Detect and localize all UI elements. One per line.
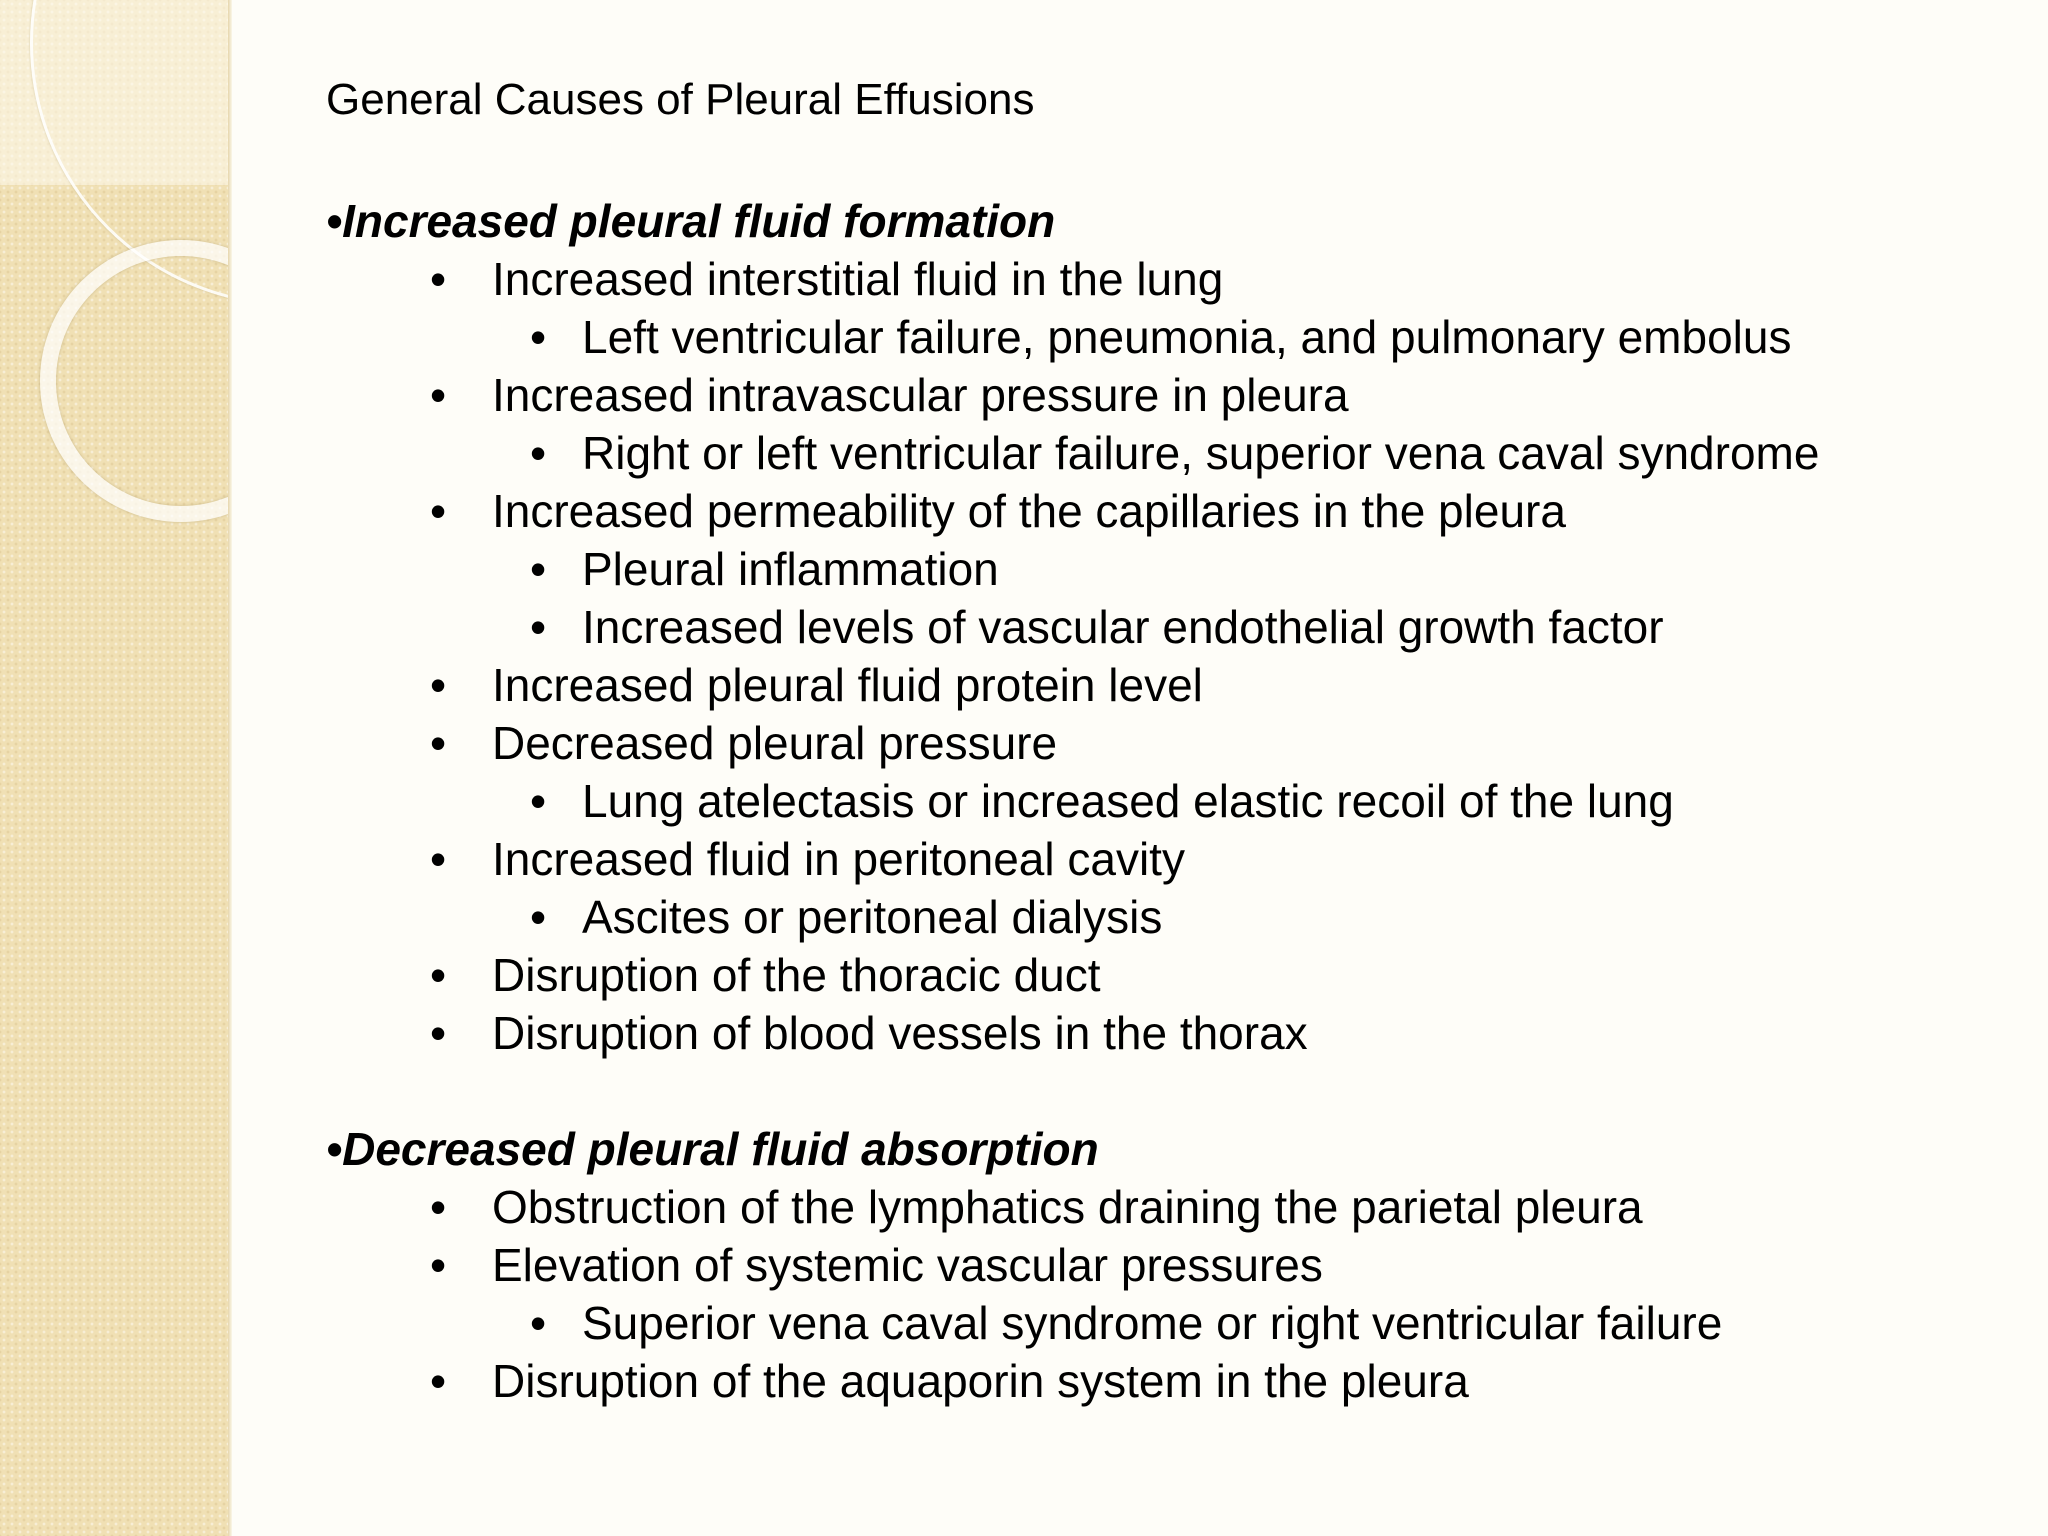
bullet-text: Right or left ventricular failure, superior vena caval syndrome: [582, 427, 1820, 479]
bullet-glyph: •: [430, 369, 447, 421]
slide-content: [326, 70, 2026, 1410]
bullet-text: Elevation of systemic vascular pressures: [492, 1239, 1323, 1291]
sub-bullet-item: [326, 1294, 2026, 1352]
bullet-item: [326, 946, 2026, 1004]
bullet-glyph: •: [430, 1007, 447, 1059]
bullet-item: [326, 1178, 2026, 1236]
decorative-rings: [0, 0, 228, 1536]
bullet-glyph: •: [430, 1181, 447, 1233]
section: [326, 192, 2026, 1062]
sub-bullet-item: [326, 540, 2026, 598]
bullet-glyph: •: [530, 775, 547, 827]
bullet-text: Increased interstitial fluid in the lung: [492, 253, 1224, 305]
bullet-glyph: •: [430, 949, 447, 1001]
bullet-glyph: •: [530, 427, 547, 479]
sub-bullet-item: [326, 424, 2026, 482]
bullet-glyph: •: [430, 1239, 447, 1291]
bullet-item: [326, 1352, 2026, 1410]
bullet-item: [326, 366, 2026, 424]
heading-bullet: •: [326, 195, 343, 247]
bullet-glyph: •: [530, 601, 547, 653]
bullet-item: [326, 1004, 2026, 1062]
slide-title: General Causes of Pleural Effusions: [326, 75, 1035, 124]
bullet-glyph: •: [430, 485, 447, 537]
bullet-text: Obstruction of the lymphatics draining the parietal pleura: [492, 1181, 1643, 1233]
bullet-text: Increased fluid in peritoneal cavity: [492, 833, 1185, 885]
large-ring-decoration: [30, 0, 228, 306]
bullet-item: [326, 714, 2026, 772]
bullet-sections: [326, 192, 2026, 1410]
bullet-glyph: •: [530, 311, 547, 363]
sub-bullet-item: [326, 772, 2026, 830]
bullet-item: [326, 250, 2026, 308]
bullet-glyph: •: [430, 1355, 447, 1407]
heading-text: Increased pleural fluid formation: [342, 195, 1056, 247]
bullet-glyph: •: [430, 253, 447, 305]
sub-bullet-item: [326, 888, 2026, 946]
bullet-text: Superior vena caval syndrome or right ventricular failure: [582, 1297, 1723, 1349]
bullet-text: Decreased pleural pressure: [492, 717, 1058, 769]
bullet-item: [326, 830, 2026, 888]
bullet-glyph: •: [430, 659, 447, 711]
sub-bullet-item: [326, 598, 2026, 656]
bullet-item: [326, 1236, 2026, 1294]
bullet-text: Increased permeability of the capillaries in the pleura: [492, 485, 1566, 537]
sub-bullet-item: [326, 308, 2026, 366]
bullet-glyph: •: [530, 543, 547, 595]
heading-bullet: •: [326, 1123, 343, 1175]
bullet-glyph: •: [530, 1297, 547, 1349]
bullet-item: [326, 482, 2026, 540]
bullet-glyph: •: [530, 891, 547, 943]
bullet-text: Left ventricular failure, pneumonia, and pulmonary embolus: [582, 311, 1792, 363]
bullet-text: Lung atelectasis or increased elastic recoil of the lung: [582, 775, 1674, 827]
section: [326, 1120, 2026, 1410]
bullet-text: Disruption of blood vessels in the thorax: [492, 1007, 1308, 1059]
small-ring-decoration: [40, 240, 228, 522]
bullet-text: Ascites or peritoneal dialysis: [582, 891, 1163, 943]
side-panel-edge: [228, 0, 232, 1536]
bullet-text: Pleural inflammation: [582, 543, 999, 595]
heading-text: Decreased pleural fluid absorption: [342, 1123, 1099, 1175]
bullet-text: Disruption of the thoracic duct: [492, 949, 1101, 1001]
bullet-glyph: •: [430, 717, 447, 769]
section-heading: [326, 1120, 2026, 1178]
bullet-text: Disruption of the aquaporin system in the pleura: [492, 1355, 1469, 1407]
bullet-text: Increased levels of vascular endothelial growth factor: [582, 601, 1664, 653]
bullet-text: Increased intravascular pressure in pleura: [492, 369, 1349, 421]
bullet-item: [326, 656, 2026, 714]
bullet-text: Increased pleural fluid protein level: [492, 659, 1203, 711]
section-heading: [326, 192, 2026, 250]
bullet-glyph: •: [430, 833, 447, 885]
